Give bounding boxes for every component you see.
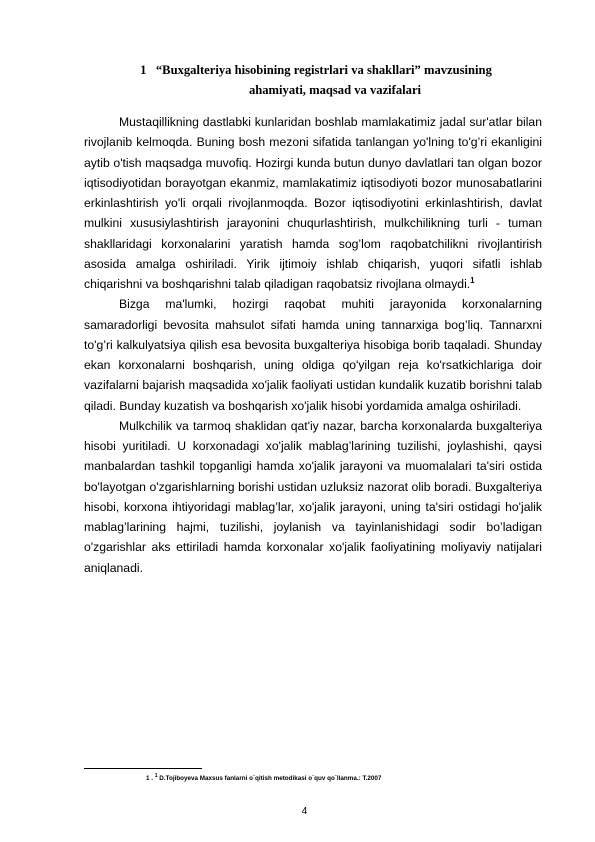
footnote-reference[interactable]: 1 (470, 275, 475, 285)
footnote-prefix: 1 . (146, 775, 155, 783)
body-text (84, 112, 542, 578)
footnote (146, 773, 381, 782)
paragraph-2 (84, 294, 542, 416)
paragraph-2-text: Bizga ma'lumki, hozirgi raqobat muhiti jarayonida korxonalarning samaradorligi bevosita mahsulot sifati hamda uning tannarxiga bog’liq. Tannarxni to'g’ri kalkulyatsiya qilish esa bevosita buxgalteriya hisobiga borib taqaladi. Shunday ekan korxonalarni boshqarish, uning oldiga qo'yilgan reja ko'rsatkichlariga doir vazifalarni bajarish maqsadida xo'jalik faoliyati ustidan kundalik kuzatib borishni talab qiladi. Bunday kuzatish va boshqarish xo'jalik hisobi yordamida amalga oshiriladi. (84, 297, 542, 413)
paragraph-1-text: Mustaqillikning dastlabki kunlaridan boshlab mamlakatimiz jadal sur'atlar bilan rivojlanib kelmoqda. Buning bosh mezoni sifatida tanlangan yo'lning to'g’ri ekanligini aytib o'tish maqsadga muvofiq. Hozirgi kunda butun dunyo davlatlari tan olgan bozor iqtisodiyotidan borayotgan ekanmiz, mamlakatimiz iqtisodiyoti bozor munosabatlarini erkinlashtirish yo'li orqali rivojlanmoqda. Bozor iqtisodiyotini erkinlashtirish, davlat mulkini xususiylashtirish jarayonini chuqurlashtirish, mulkchilikning turli - tuman shakllaridagi korxonalarini yaratish hamda sog’lom raqobatchilikni rivojlantirish asosida amalga oshiriladi. Yirik ijtimoiy ishlab chiqarish, yuqori sifatli ishlab chiqarishni va boshqarishni talab qiladigan raqobatsiz rivojlana olmaydi. (84, 115, 542, 291)
section-heading (84, 60, 542, 100)
heading-number: 1 (140, 63, 147, 77)
paragraph-3-text: Mulkchilik va tarmoq shaklidan qat'iy nazar, barcha korxonalarda buxgalteriya hisobi yuritiladi. U korxonadagi xo'jalik mablag’larining tuzilishi, joylashishi, qaysi manbalardan tashkil topganligi hamda xo'jalik jarayoni va muomalalari ta'siri ostida bo'layotgan o'zgarishlarning borishi ustidan uzluksiz nazorat olib boradi. Buxgalteriya hisobi, korxona ihtiyoridagi mablag’lar, xo'jalik jarayoni, uning ta'siri ostidagi ho'jalik mablag’larining hajmi, tuzilishi, joylanish va tayinlanishidagi sodir bo’ladigan o'zgarishlar aks ettiriladi hamda korxonalar xo'jalik faoliyatining moliyaviy natijalari aniqlanadi. (84, 418, 542, 575)
page-number: 4 (301, 806, 308, 817)
footnote-separator (84, 768, 202, 769)
heading-line-1 (84, 60, 542, 80)
paragraph-1 (84, 112, 542, 294)
footnote-text: D.Tojiboyeva Maxsus fanlarni o`qitish metodikasi o`quv qo`llanma.: T.2007 (157, 775, 382, 783)
heading-title-line-2: ahamiyati, maqsad va vazifalari (248, 83, 422, 97)
paragraph-3 (84, 416, 542, 578)
footnote-marker: 1 (154, 773, 158, 779)
heading-title-line-1: “Buxgalteriya hisobining registrlari va shakllari” mavzusining (155, 63, 492, 77)
